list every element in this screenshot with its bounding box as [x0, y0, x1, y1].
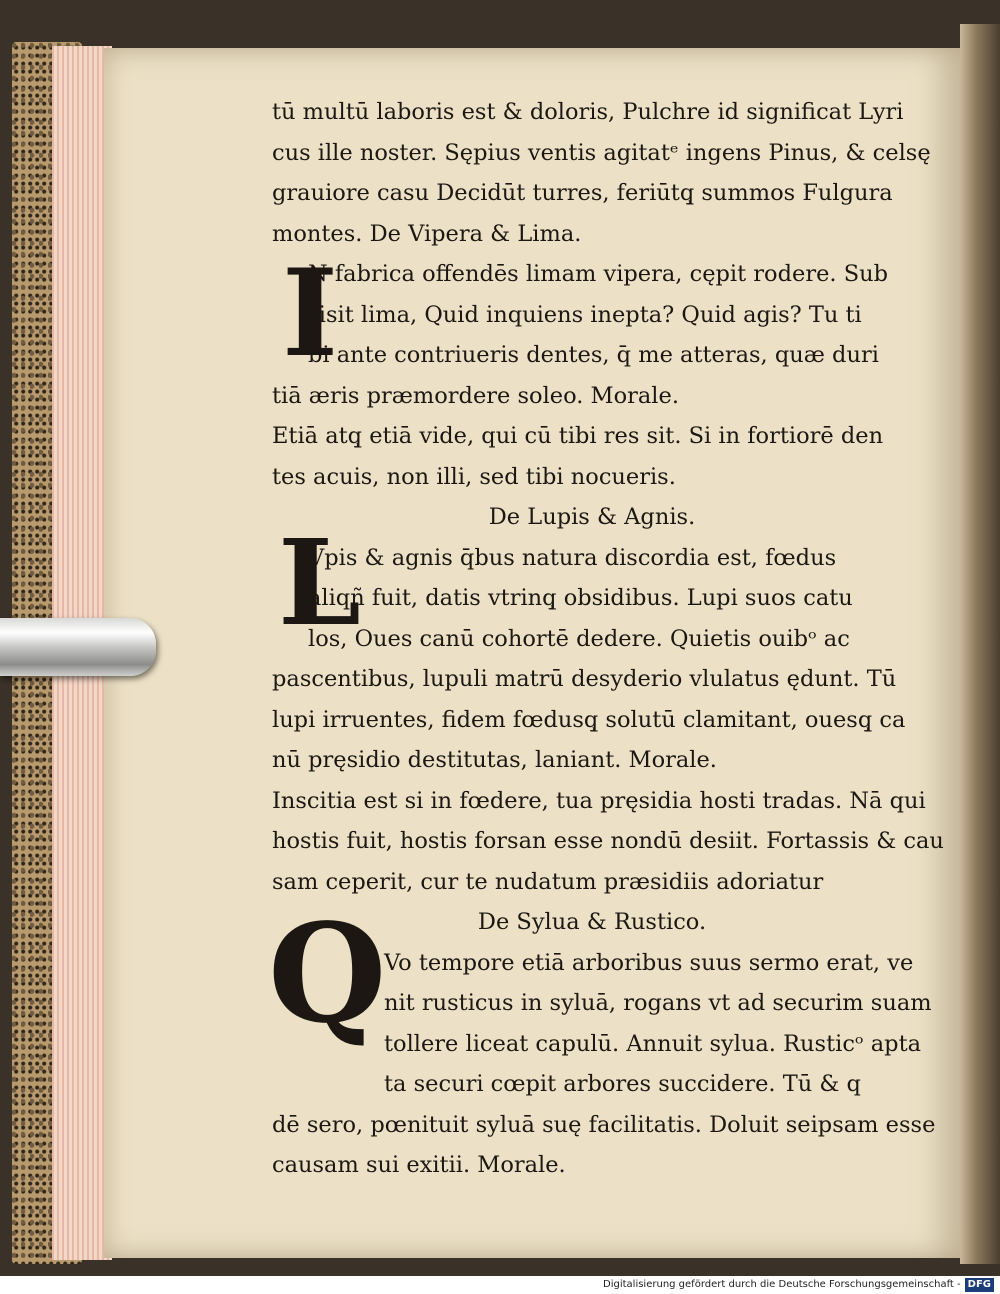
digitization-footer [0, 1276, 1000, 1294]
book-spine [960, 24, 1000, 1264]
fable-heading-vipera: montes. De Vipera & Lima. [272, 220, 582, 247]
footer-text: Digitalisierung gefördert durch die Deutsche Forschungsgemeinschaft - [603, 1279, 961, 1290]
text-line: ta securi cœpit arbores succidere. Tū & q [384, 1071, 861, 1097]
text-line: los, Oues canū cohortē dedere. Quietis ouibᵒ ac [308, 625, 850, 652]
text-line: nit rusticus in syluā, rogans vt ad securim suam [384, 990, 932, 1016]
text-line: hostis fuit, hostis forsan esse nondū desiit. Fortassis & cau [272, 828, 944, 854]
dropcap-l: L [278, 513, 361, 652]
text-line: risit lima, Quid inquiens inepta? Quid agis? Tu ti [308, 301, 862, 328]
fable-heading-lupis: De Lupis & Agnis. [488, 504, 696, 530]
dfg-logo: DFG [965, 1278, 994, 1292]
dropcap-q: Q [268, 894, 387, 1054]
text-line: Etiā atq̧ etiā vide, qui cū tibi res sit. Si in fortiorē den [272, 423, 884, 449]
text-line: N fabrica offendēs limam vipera, cępit rodere. Sub [308, 261, 889, 287]
text-line: sam ceperit, cur te nudatum præsidiis adoriatur [272, 868, 824, 895]
text-line: tū multū laboris est & doloris, Pulchre id significat Lyri [272, 99, 904, 125]
page-text [272, 92, 944, 1186]
text-line: tiā æris præmordere soleo. Morale. [272, 382, 679, 409]
text-line: Vo tempore etiā arboribus suus sermo erat, ve [384, 949, 914, 976]
text-line: pascentibus, lupuli matrū desyderio vlulatus ędunt. Tū [272, 666, 897, 692]
text-line: causam sui exitii. Morale. [272, 1152, 566, 1178]
fable-heading-sylua: De Sylua & Rustico. [477, 909, 707, 935]
dropcap-i: I [282, 243, 339, 384]
text-line: bi ante contriueris dentes, q̄ me atteras, quæ duri [308, 342, 879, 368]
text-line: Vpis & agnis q̄bus natura discordia est, fœdus [308, 544, 837, 571]
text-line: Inscitia est si in fœdere, tua pręsidia hosti tradas. Nā qui [272, 787, 926, 814]
text-line: cus ille noster. Sępius ventis agitatᵉ ingens Pinus, & celsę [272, 139, 931, 166]
text-line: grauiore casu Decidūt turres, feriūtq̧ summos Fulgura [272, 180, 893, 206]
page-holder-clip [0, 618, 156, 676]
text-line: dē sero, pœnituit syluā suę facilitatis. Doluit seipsam esse [272, 1111, 936, 1138]
text-line: tes acuis, non illi, sed tibi nocueris. [272, 463, 676, 490]
text-line: tollere liceat capulū. Annuit sylua. Rusticᵒ apta [384, 1030, 922, 1057]
text-line: lupi irruentes, fidem fœdusq̧ solutū clamitant, ouesq̧ ca [272, 706, 906, 733]
text-line: aliqñ fuit, datis vtrinq̧ obsidibus. Lupi suos catu [308, 585, 853, 611]
text-line: nū pręsidio destitutas, laniant. Morale. [272, 747, 717, 773]
